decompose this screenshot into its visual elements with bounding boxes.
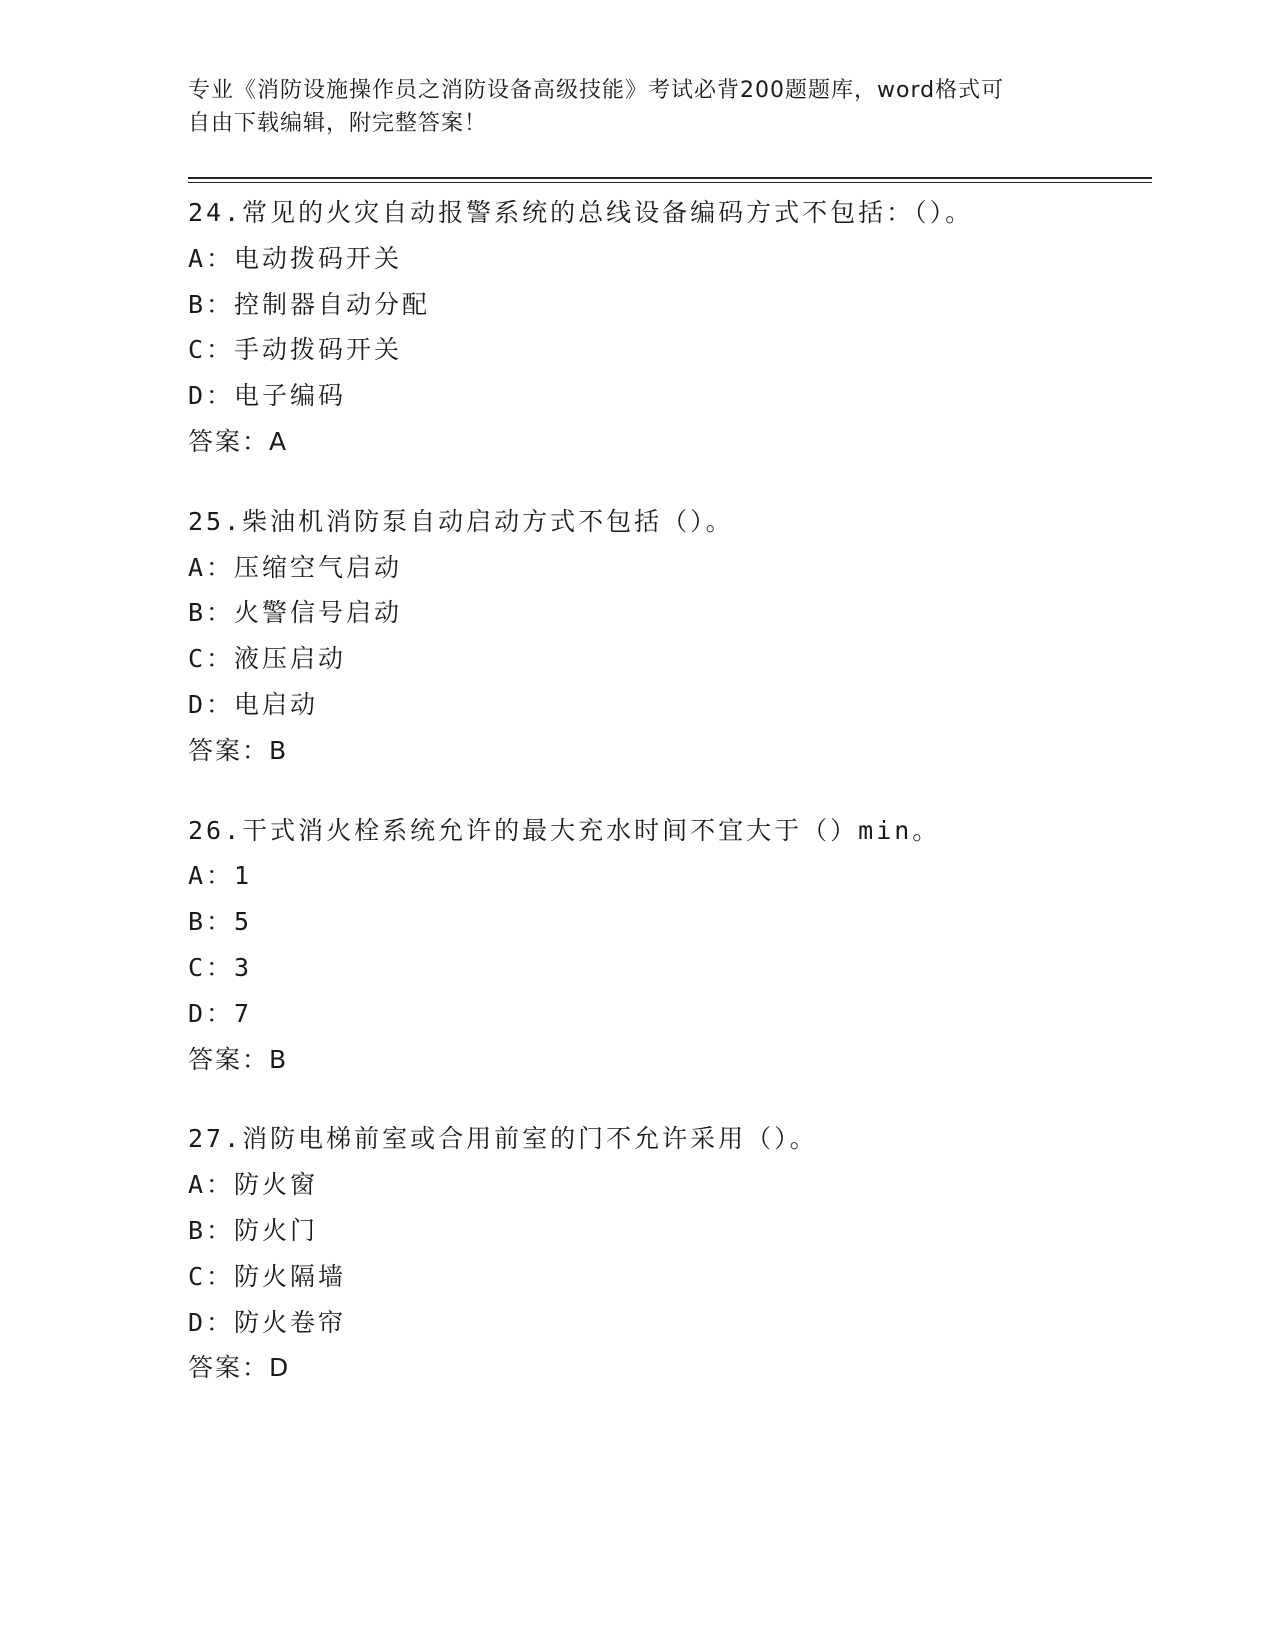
option-text: 手动拨码开关 bbox=[234, 335, 403, 365]
option-text: 防火窗 bbox=[234, 1170, 319, 1200]
option-text: 火警信号启动 bbox=[234, 598, 403, 628]
option-letter: B： bbox=[188, 598, 235, 628]
option-a bbox=[188, 1162, 1152, 1208]
option-letter: C： bbox=[188, 644, 235, 674]
option-letter: C： bbox=[188, 1261, 235, 1291]
option-letter: A： bbox=[188, 243, 235, 273]
question-title: 26.干式消火栓系统允许的最大充水时间不宜大于（）min。 bbox=[188, 815, 941, 845]
option-b bbox=[188, 1208, 1152, 1254]
option-b bbox=[188, 590, 1152, 636]
question-item bbox=[188, 190, 1152, 465]
option-c bbox=[188, 327, 1152, 373]
option-letter: D： bbox=[188, 998, 235, 1028]
option-letter: B： bbox=[188, 907, 235, 937]
answer-line: 答案：D bbox=[188, 1353, 291, 1383]
option-text: 3 bbox=[234, 952, 253, 982]
question-title: 25.柴油机消防泵自动启动方式不包括（）。 bbox=[188, 506, 734, 536]
option-d bbox=[188, 991, 1152, 1037]
option-a bbox=[188, 853, 1152, 899]
question-item bbox=[188, 499, 1152, 774]
option-letter: A： bbox=[188, 552, 235, 582]
option-c bbox=[188, 1254, 1152, 1300]
option-letter: A： bbox=[188, 861, 235, 891]
question-item bbox=[188, 808, 1152, 1083]
option-b bbox=[188, 899, 1152, 945]
option-text: 电子编码 bbox=[234, 381, 347, 411]
header-line-1: 专业《消防设施操作员之消防设备高级技能》考试必背200题题库，word格式可 bbox=[188, 78, 1005, 103]
option-text: 7 bbox=[234, 998, 253, 1028]
option-text: 防火隔墙 bbox=[234, 1261, 347, 1291]
option-letter: A： bbox=[188, 1170, 235, 1200]
question-title: 27.消防电梯前室或合用前室的门不允许采用（）。 bbox=[188, 1124, 818, 1154]
option-text: 电启动 bbox=[234, 689, 319, 719]
option-c bbox=[188, 636, 1152, 682]
header-divider-thick bbox=[188, 177, 1152, 179]
answer-line: 答案：B bbox=[188, 1044, 289, 1074]
option-a bbox=[188, 236, 1152, 282]
option-letter: D： bbox=[188, 689, 235, 719]
header-line-2: 自由下载编辑，附完整答案！ bbox=[188, 111, 488, 136]
option-text: 电动拨码开关 bbox=[234, 243, 403, 273]
answer-line: 答案：A bbox=[188, 426, 289, 456]
option-letter: C： bbox=[188, 952, 235, 982]
option-a bbox=[188, 545, 1152, 591]
option-text: 防火卷帘 bbox=[234, 1307, 347, 1337]
answer-line: 答案：B bbox=[188, 735, 289, 765]
option-b bbox=[188, 282, 1152, 328]
option-text: 5 bbox=[234, 907, 253, 937]
option-letter: C： bbox=[188, 335, 235, 365]
option-letter: D： bbox=[188, 1307, 235, 1337]
question-item bbox=[188, 1116, 1152, 1391]
option-text: 防火门 bbox=[234, 1215, 319, 1245]
option-d bbox=[188, 1300, 1152, 1346]
option-text: 液压启动 bbox=[234, 644, 347, 674]
option-text: 1 bbox=[234, 861, 253, 891]
option-letter: B： bbox=[188, 1215, 235, 1245]
option-d bbox=[188, 373, 1152, 419]
option-d bbox=[188, 682, 1152, 728]
option-c bbox=[188, 945, 1152, 991]
option-text: 压缩空气启动 bbox=[234, 552, 403, 582]
document-header bbox=[188, 74, 1088, 140]
option-text: 控制器自动分配 bbox=[234, 289, 431, 319]
option-letter: D： bbox=[188, 381, 235, 411]
header-divider-thin bbox=[188, 182, 1152, 183]
option-letter: B： bbox=[188, 289, 235, 319]
question-list bbox=[188, 190, 1152, 1425]
question-title: 24.常见的火灾自动报警系统的总线设备编码方式不包括：（）。 bbox=[188, 198, 974, 227]
